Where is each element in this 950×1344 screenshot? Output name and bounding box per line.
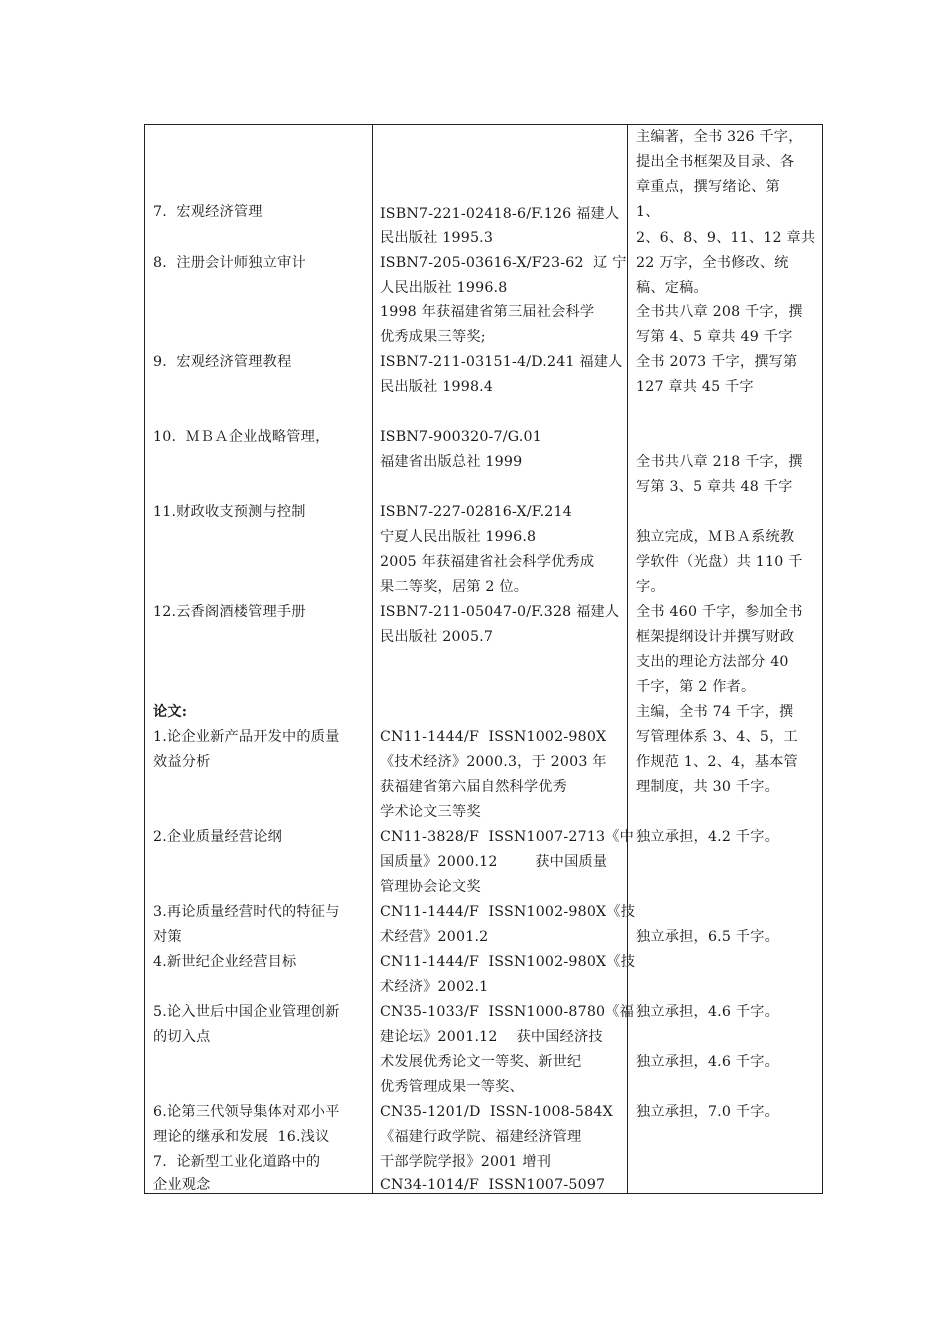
- publication-info: 民出版社 1998.4: [380, 379, 494, 395]
- publication-info: CN11-1444/F ISSN1002-980X《技: [380, 954, 636, 970]
- contribution-text: 主编，全书 74 千字，撰: [636, 704, 794, 720]
- contribution-text: 章重点，撰写绪论、第: [636, 179, 780, 195]
- contribution-text: 独立完成，ＭＢＡ系统教: [636, 529, 795, 545]
- contribution-text: 稿、定稿。: [636, 280, 708, 296]
- work-title: 6.论第三代领导集体对邓小平: [153, 1104, 340, 1120]
- publication-info: ISBN7-211-05047-0/F.328 福建人: [380, 604, 620, 620]
- contribution-text: 写第 3、5 章共 48 千字: [636, 479, 793, 495]
- contribution-text: 支出的理论方法部分 40: [636, 654, 789, 670]
- contribution-text: 学软件（光盘）共 110 千: [636, 554, 803, 570]
- work-title: 8. 注册会计师独立审计: [153, 255, 306, 271]
- work-title: 1.论企业新产品开发中的质量: [153, 729, 340, 745]
- work-title: 4.新世纪企业经营目标: [153, 954, 297, 970]
- work-title: 2.企业质量经营论纲: [153, 829, 283, 845]
- work-title: 3.再论质量经营时代的特征与: [153, 904, 340, 920]
- publication-info: 宁夏人民出版社 1996.8: [380, 529, 537, 545]
- column-divider-2: [627, 125, 628, 1193]
- contribution-text: 22 万字，全书修改、统: [636, 255, 789, 271]
- contribution-text: 字。: [636, 579, 665, 595]
- publication-info: 优秀成果三等奖;: [380, 329, 486, 345]
- publication-info: CN34-1014/F ISSN1007-5097: [380, 1177, 606, 1193]
- publication-info: ISBN7-211-03151-4/D.241 福建人: [380, 354, 623, 370]
- publication-info: ISBN7-227-02816-X/F.214: [380, 504, 572, 520]
- contribution-text: 全书共八章 218 千字，撰: [636, 454, 803, 470]
- publication-info: CN11-1444/F ISSN1002-980X《技: [380, 904, 636, 920]
- publication-info: 干部学院学报》2001 增刊: [380, 1154, 552, 1170]
- work-title: 9. 宏观经济管理教程: [153, 354, 292, 370]
- publication-info: 获福建省第六届自然科学优秀: [380, 779, 568, 795]
- publication-info: ISBN7-900320-7/G.01: [380, 429, 542, 445]
- contribution-text: 作规范 1、2、4，基本管: [636, 754, 798, 770]
- work-title: 7. 论新型工业化道路中的: [153, 1154, 321, 1170]
- publication-info: 人民出版社 1996.8: [380, 280, 508, 296]
- contribution-text: 全书 2073 千字，撰写第: [636, 354, 798, 370]
- publication-info: 优秀管理成果一等奖、: [380, 1079, 524, 1095]
- contribution-text: 主编著，全书 326 千字，: [636, 129, 803, 145]
- work-title: 10. ＭＢＡ企业战略管理，: [153, 429, 330, 445]
- publication-info: 2005 年获福建省社会科学优秀成: [380, 554, 595, 570]
- work-title: 对策: [153, 929, 182, 945]
- publication-info: 国质量》2000.12 获中国质量: [380, 854, 608, 870]
- contribution-text: 2、6、8、9、11、12 章共: [636, 230, 816, 246]
- publication-info: 学术论文三等奖: [380, 804, 481, 820]
- column-divider-1: [372, 125, 373, 1193]
- contribution-text: 独立承担，4.2 千字。: [636, 829, 779, 845]
- publication-info: 民出版社 1995.3: [380, 230, 494, 246]
- publication-info: ISBN7-205-03616-X/F23-62 辽 宁: [380, 255, 627, 271]
- contribution-text: 127 章共 45 千字: [636, 379, 754, 395]
- publication-info: 建论坛》2001.12 获中国经济技: [380, 1029, 603, 1045]
- work-title: 效益分析: [153, 754, 211, 770]
- publication-info: 术发展优秀论文一等奖、新世纪: [380, 1054, 582, 1070]
- publication-info: 果二等奖，居第 2 位。: [380, 579, 529, 595]
- contribution-text: 独立承担，7.0 千字。: [636, 1104, 779, 1120]
- publication-info: 术经营》2001.2: [380, 929, 489, 945]
- contribution-text: 写管理体系 3、4、5，工: [636, 729, 798, 745]
- publication-info: CN11-1444/F ISSN1002-980X: [380, 729, 607, 745]
- work-title: 12.云香阁酒楼管理手册: [153, 604, 306, 620]
- contribution-text: 全书 460 千字，参加全书: [636, 604, 803, 620]
- contribution-text: 1、: [636, 204, 660, 220]
- contribution-text: 独立承担，4.6 千字。: [636, 1004, 779, 1020]
- publication-info: 《福建行政学院、福建经济管理: [380, 1129, 582, 1145]
- publication-info: 管理协会论文奖: [380, 879, 481, 895]
- publication-info: CN35-1033/F ISSN1000-8780《福: [380, 1004, 635, 1020]
- work-title: 企业观念: [153, 1177, 211, 1193]
- contribution-text: 框架提纲设计并撰写财政: [636, 629, 795, 645]
- contribution-text: 理制度，共 30 千字。: [636, 779, 779, 795]
- publication-info: 术经济》2002.1: [380, 979, 489, 995]
- section-heading-papers: 论文:: [153, 704, 188, 720]
- contribution-text: 独立承担，4.6 千字。: [636, 1054, 779, 1070]
- publication-info: CN11-3828/F ISSN1007-2713《中: [380, 829, 635, 845]
- work-title: 理论的继承和发展 16.浅议: [153, 1129, 330, 1145]
- work-title: 11.财政收支预测与控制: [153, 504, 306, 520]
- contribution-text: 千字，第 2 作者。: [636, 679, 756, 695]
- publication-info: ISBN7-221-02418-6/F.126 福建人: [380, 206, 620, 222]
- work-title: 7. 宏观经济管理: [153, 204, 263, 220]
- contribution-text: 独立承担，6.5 千字。: [636, 929, 779, 945]
- work-title: 的切入点: [153, 1029, 211, 1045]
- contribution-text: 提出全书框架及目录、各: [636, 154, 795, 170]
- publication-info: 《技术经济》2000.3，于 2003 年: [380, 754, 607, 770]
- contribution-text: 写第 4、5 章共 49 千字: [636, 329, 793, 345]
- publication-info: 福建省出版总社 1999: [380, 454, 523, 470]
- publication-info: 民出版社 2005.7: [380, 629, 494, 645]
- publication-info: CN35-1201/D ISSN-1008-584X: [380, 1104, 613, 1120]
- contribution-text: 全书共八章 208 千字，撰: [636, 304, 803, 320]
- publication-info: 1998 年获福建省第三届社会科学: [380, 304, 595, 320]
- work-title: 5.论入世后中国企业管理创新: [153, 1004, 340, 1020]
